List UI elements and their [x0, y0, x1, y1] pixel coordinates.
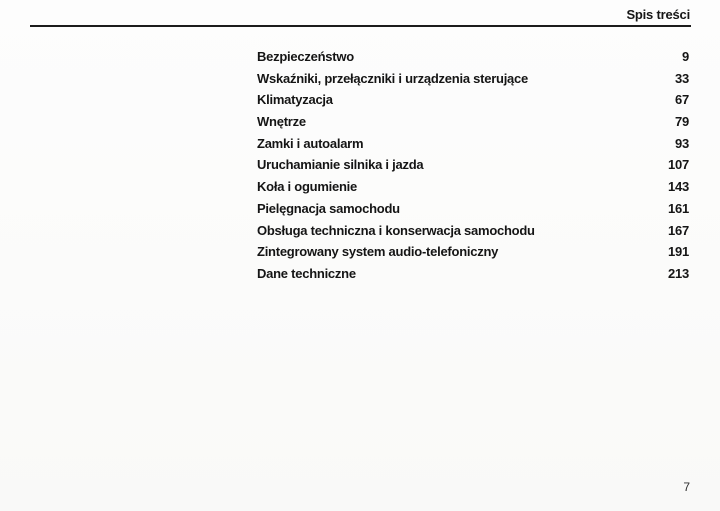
toc-entry-title: Dane techniczne — [257, 265, 356, 281]
toc-entry — [257, 68, 689, 90]
header-rule-divider — [30, 25, 691, 27]
toc-entry-page-number: 33 — [675, 70, 689, 86]
toc-list — [257, 46, 689, 285]
toc-entry — [257, 198, 689, 220]
toc-entry-title: Koła i ogumienie — [257, 179, 358, 195]
toc-entry-page-number: 107 — [668, 157, 689, 173]
toc-entry — [257, 154, 689, 176]
toc-entry-title: Zamki i autoalarm — [257, 135, 364, 151]
toc-entry-page-number: 213 — [668, 265, 689, 281]
toc-entry-page-number: 143 — [668, 179, 689, 195]
toc-entry — [257, 111, 689, 133]
toc-entry-title: Obsługa techniczna i konserwacja samochodu — [257, 222, 535, 238]
toc-entry-title: Wskaźniki, przełączniki i urządzenia sterujące — [257, 70, 528, 86]
toc-entry-page-number: 9 — [682, 49, 689, 64]
toc-entry — [257, 133, 689, 155]
toc-entry-page-number: 167 — [668, 222, 689, 238]
toc-entry — [257, 89, 689, 111]
toc-entry-title: Bezpieczeństwo — [257, 49, 354, 64]
toc-entry-page-number: 79 — [675, 114, 689, 130]
folio-page-number: 7 — [683, 480, 690, 494]
toc-entry-title: Wnętrze — [257, 114, 306, 130]
toc-entry — [257, 46, 689, 68]
toc-entry-title: Pielęgnacja samochodu — [257, 200, 400, 216]
toc-entry-page-number: 67 — [675, 92, 689, 108]
toc-entry-title: Uruchamianie silnika i jazda — [257, 157, 424, 173]
toc-entry-page-number: 161 — [668, 200, 689, 216]
toc-entry — [257, 241, 689, 263]
toc-entry — [257, 176, 689, 198]
toc-entry-title: Zintegrowany system audio-telefoniczny — [257, 244, 499, 260]
toc-entry-title: Klimatyzacja — [257, 92, 333, 108]
running-head-title: Spis treści — [626, 7, 690, 22]
toc-entry-page-number: 191 — [668, 244, 689, 260]
toc-entry-page-number: 93 — [675, 135, 689, 151]
toc-entry — [257, 263, 689, 285]
toc-entry — [257, 220, 689, 242]
